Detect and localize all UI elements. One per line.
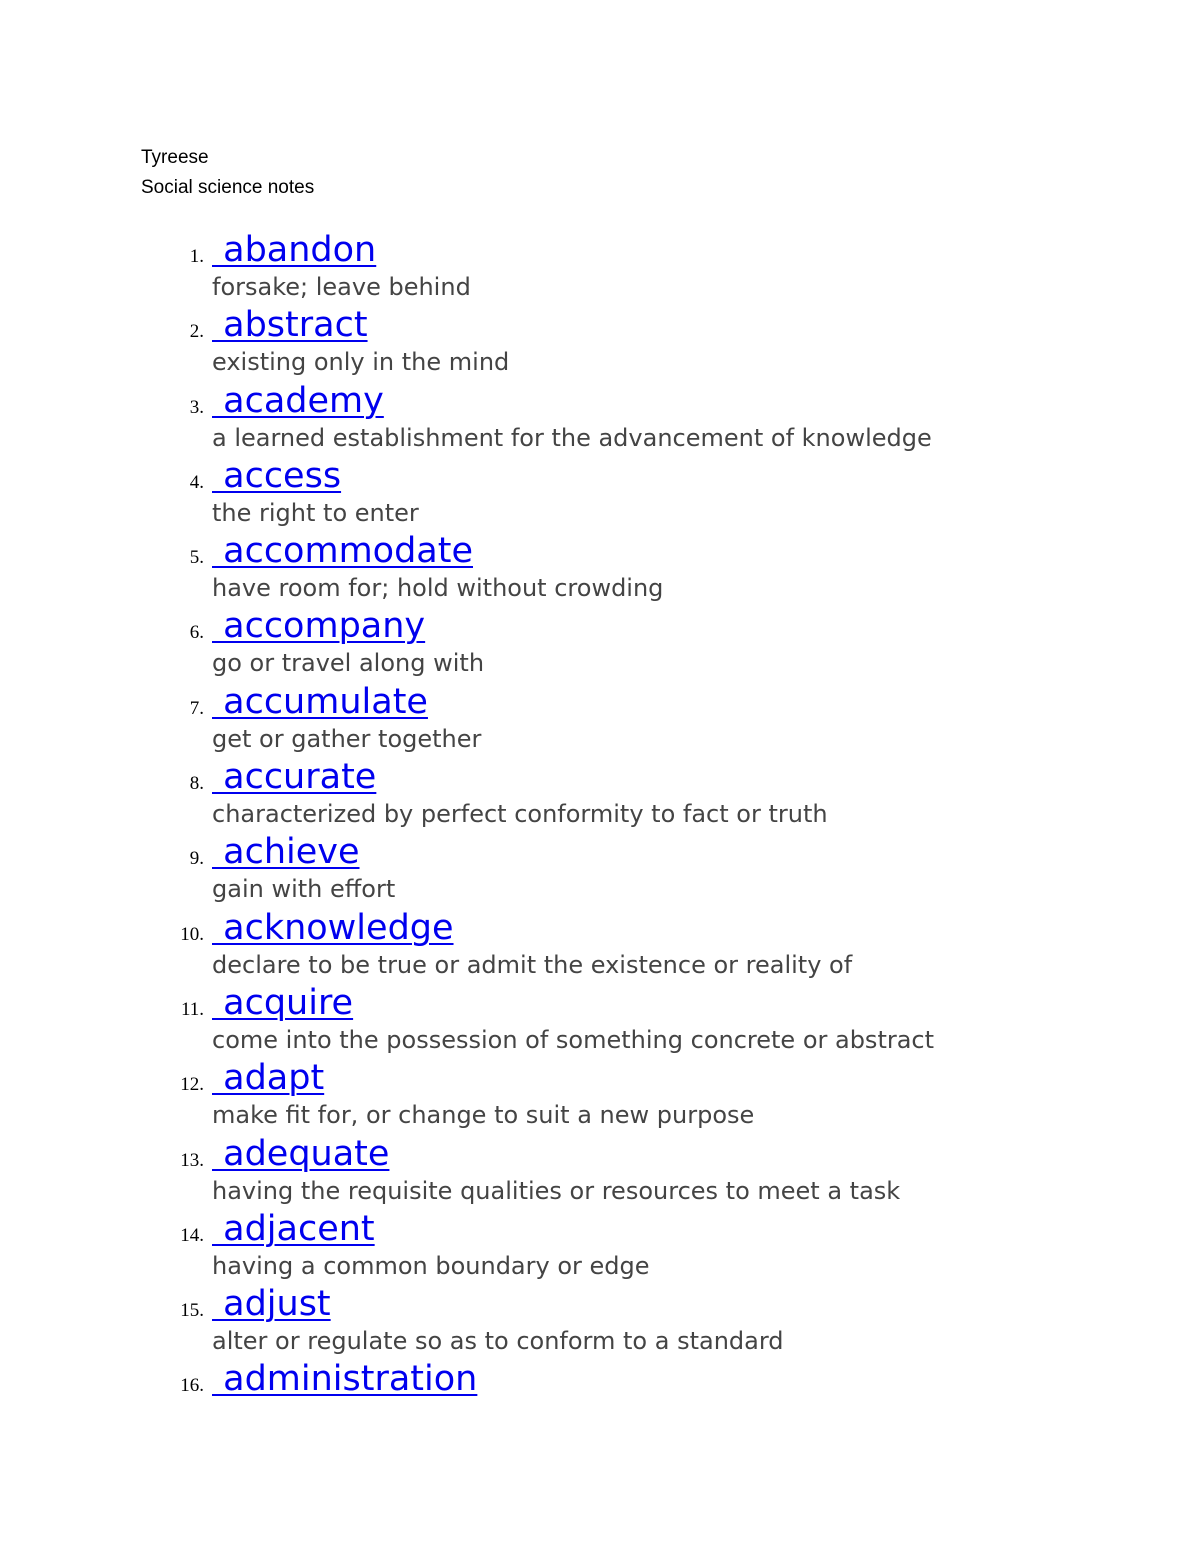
vocabulary-item bbox=[0, 227, 1200, 302]
item-number: 16. bbox=[180, 1375, 204, 1397]
term-link[interactable]: abstract bbox=[212, 305, 368, 346]
vocabulary-item bbox=[0, 378, 1200, 453]
vocabulary-item bbox=[0, 1206, 1200, 1281]
vocabulary-item bbox=[0, 453, 1200, 528]
term-link[interactable]: acquire bbox=[212, 982, 354, 1023]
term-definition: declare to be true or admit the existence or reality of bbox=[212, 950, 853, 979]
item-number: 9. bbox=[189, 848, 204, 870]
term-definition: characterized by perfect conformity to fact or truth bbox=[212, 800, 828, 829]
item-number: 6. bbox=[189, 622, 204, 644]
item-number: 4. bbox=[189, 471, 204, 493]
term-definition: have room for; hold without crowding bbox=[212, 574, 664, 603]
item-number: 7. bbox=[189, 697, 204, 719]
term-link[interactable]: administration bbox=[212, 1359, 478, 1400]
vocabulary-item bbox=[0, 980, 1200, 1055]
term-link[interactable]: adjacent bbox=[212, 1208, 375, 1249]
term-link[interactable]: accommodate bbox=[212, 531, 473, 572]
term-link[interactable]: accumulate bbox=[212, 681, 428, 722]
term-link[interactable]: accompany bbox=[212, 606, 426, 647]
term-link[interactable]: abandon bbox=[212, 230, 377, 270]
term-link[interactable]: adequate bbox=[212, 1133, 390, 1174]
author-name: Tyreese bbox=[141, 147, 209, 168]
item-number: 10. bbox=[180, 923, 204, 945]
item-number: 3. bbox=[189, 396, 204, 418]
item-number: 11. bbox=[180, 998, 204, 1020]
term-link[interactable]: adjust bbox=[212, 1284, 331, 1325]
term-link[interactable]: access bbox=[212, 455, 342, 496]
term-definition: gain with effort bbox=[212, 875, 396, 904]
item-number: 14. bbox=[180, 1224, 204, 1246]
term-definition: having the requisite qualities or resources to meet a task bbox=[212, 1176, 901, 1205]
document-subtitle: Social science notes bbox=[141, 177, 315, 198]
term-definition: the right to enter bbox=[212, 498, 419, 527]
vocabulary-item bbox=[0, 528, 1200, 603]
document-header bbox=[141, 143, 314, 203]
item-number: 1. bbox=[189, 246, 204, 267]
item-number: 15. bbox=[180, 1300, 204, 1322]
vocabulary-item bbox=[0, 302, 1200, 377]
term-link[interactable]: achieve bbox=[212, 832, 360, 873]
term-definition: alter or regulate so as to conform to a standard bbox=[212, 1327, 784, 1356]
item-number: 2. bbox=[189, 321, 204, 343]
vocabulary-list bbox=[0, 227, 1200, 1432]
item-number: 12. bbox=[180, 1074, 204, 1096]
term-definition: forsake; leave behind bbox=[212, 273, 471, 301]
vocabulary-item bbox=[0, 1356, 1200, 1431]
item-number: 8. bbox=[189, 773, 204, 795]
term-link[interactable]: accurate bbox=[212, 757, 377, 798]
vocabulary-item bbox=[0, 603, 1200, 678]
vocabulary-item bbox=[0, 1131, 1200, 1206]
vocabulary-item bbox=[0, 1055, 1200, 1130]
term-link[interactable]: acknowledge bbox=[212, 907, 454, 948]
term-definition: existing only in the mind bbox=[212, 348, 510, 377]
vocabulary-item bbox=[0, 679, 1200, 754]
term-definition: come into the possession of something concrete or abstract bbox=[212, 1025, 935, 1054]
term-definition: a learned establishment for the advancement of knowledge bbox=[212, 423, 932, 452]
vocabulary-item bbox=[0, 754, 1200, 829]
term-definition: get or gather together bbox=[212, 724, 482, 753]
term-definition: go or travel along with bbox=[212, 649, 485, 678]
vocabulary-item bbox=[0, 829, 1200, 904]
term-definition: having a common boundary or edge bbox=[212, 1251, 650, 1280]
item-number: 13. bbox=[180, 1149, 204, 1171]
vocabulary-item bbox=[0, 1281, 1200, 1356]
item-number: 5. bbox=[189, 547, 204, 569]
vocabulary-item bbox=[0, 905, 1200, 980]
term-definition: make fit for, or change to suit a new purpose bbox=[212, 1101, 755, 1130]
term-link[interactable]: academy bbox=[212, 380, 384, 421]
term-link[interactable]: adapt bbox=[212, 1058, 325, 1099]
